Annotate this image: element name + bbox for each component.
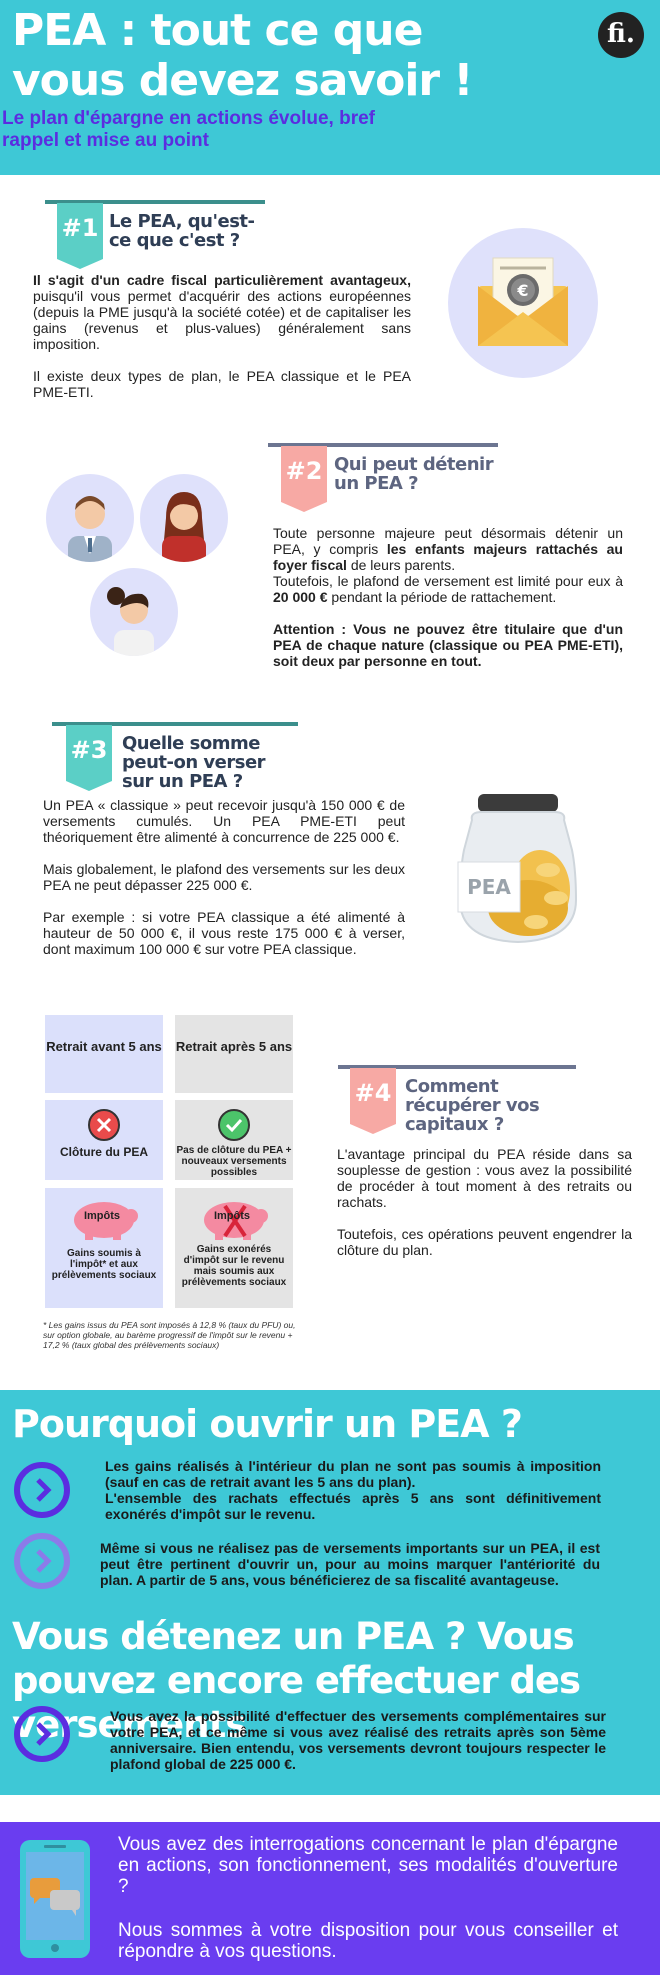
- why-point-2: Même si vous ne réalisez pas de versements importants sur un PEA, il est peut être pertinent d'ouvrir un, pour au moins marquer l'antériorité du plan. A partir de 5 ans, vous bénéficierez de sa fiscalité avantageuse.: [100, 1540, 600, 1588]
- body-text: Toute personne majeure peut désormais détenir un PEA, y compris: [273, 525, 623, 557]
- section-number: #4: [350, 1068, 396, 1124]
- header-retrait-avant: Retrait avant 5 ans: [45, 1015, 163, 1093]
- impots-label: Impôts: [83, 1210, 121, 1222]
- section-heading: Le PEA, qu'est-ce que c'est ?: [109, 211, 255, 251]
- why-section: [0, 1390, 660, 1795]
- why-point-1b: L'ensemble des rachats effectués après 5 ans sont définitivement exonérés d'impôt sur le revenu.: [105, 1490, 601, 1522]
- cross-icon: [87, 1108, 121, 1142]
- woman-avatar-icon: [140, 474, 228, 562]
- footer-contact: Nous sommes à votre disposition pour vous conseiller et répondre à vos questions.: [118, 1920, 618, 1962]
- section-2-title: [268, 443, 498, 513]
- section-3-title: [52, 722, 298, 792]
- body-text: Par exemple : si votre PEA classique a été alimenté à hauteur de 50 000 €, il vous reste 175 000 € à verser, dont maximum 100 000 € sur votre PEA classique.: [43, 909, 405, 957]
- page-title: PEA : tout ce que vous devez savoir !: [12, 5, 473, 106]
- tax-before-cell: [45, 1188, 163, 1308]
- jar-label: PEA: [467, 875, 511, 899]
- section-number: #2: [281, 446, 327, 502]
- versements-title: Vous détenez un PEA ? Vous pouvez encore effectuer des versements: [12, 1615, 581, 1746]
- cloture-cell: [45, 1100, 163, 1180]
- section-1-text: [33, 272, 411, 416]
- warning-text: Attention : Vous ne pouvez être titulaire que d'un PEA de chaque nature (classique ou PEA PME-ETI), soit deux par personne en tout.: [273, 621, 623, 669]
- check-icon: [217, 1108, 251, 1142]
- chevron-right-icon: [14, 1462, 70, 1518]
- no-cloture-cell: [175, 1100, 293, 1180]
- why-point-1: [105, 1458, 601, 1522]
- body-text: Un PEA « classique » peut recevoir jusqu'à 150 000 € de versements cumulés. Un PEA PME-ETI peut théoriquement être alimenté à concurrence de 225 000 €.: [43, 797, 405, 845]
- body-text: de leurs parents.: [346, 557, 456, 573]
- body-text: Mais globalement, le plafond des versements sur les deux PEA ne peut dépasser 225 000 €.: [43, 861, 405, 893]
- piggy-bank-crossed-icon: [199, 1196, 269, 1240]
- section-number: #1: [57, 203, 103, 259]
- bold-text: les enfants majeurs rattachés au foyer fiscal: [273, 541, 623, 573]
- tax-before-label: Gains soumis à l'impôt* et aux prélèvements sociaux: [51, 1248, 157, 1281]
- section-3-text: [43, 797, 405, 973]
- bold-text: 20 000 €: [273, 589, 328, 605]
- body-text: L'avantage principal du PEA réside dans sa souplesse de gestion : vous avez la possibilité de procéder à tout moment à des retraits ou rachats.: [337, 1146, 632, 1210]
- man-avatar-icon: [46, 474, 134, 562]
- piggy-bank-icon: [69, 1196, 139, 1240]
- section-4-title: [338, 1065, 576, 1135]
- why-point-3: Vous avez la possibilité d'effectuer des versements complémentaires sur votre PEA, et ce même si vous avez réalisé des retraits après son 5ème anniversaire. Bien entendu, vos versements devront toujours respecter le plafond global de 225 000 €.: [110, 1708, 606, 1772]
- section-2-text: [273, 525, 623, 685]
- section-heading: Quelle somme peut-on verser sur un PEA ?: [122, 733, 266, 792]
- section-heading: Comment récupérer vos capitaux ?: [405, 1076, 540, 1135]
- body-text: puisqu'il vous permet d'acquérir des actions européennes (depuis la PME jusqu'à la société cotée) et de capitaliser les gains (revenus et plus-values) généralement sans imposition.: [33, 288, 411, 352]
- tax-after-cell: [175, 1188, 293, 1308]
- phone-chat-icon: [20, 1840, 90, 1958]
- section-number: #3: [66, 725, 112, 781]
- why-point-1a: Les gains réalisés à l'intérieur du plan ne sont pas soumis à imposition (sauf en cas de retrait avant les 5 ans du plan).: [105, 1458, 601, 1490]
- svg-text:€: €: [517, 281, 529, 300]
- tax-footnote: * Les gains issus du PEA sont imposés à 12,8 % (taux du PFU) ou, sur option globale, au barème progressif de l'impôt sur le revenu + 17,2 % (taux global des prélèvements sociaux): [43, 1320, 296, 1350]
- girl-avatar-icon: [90, 568, 178, 656]
- header-banner: [0, 0, 660, 175]
- section-4-text: [337, 1146, 632, 1274]
- footer-question: Vous avez des interrogations concernant le plan d'épargne en actions, son fonctionnement, ses modalités d'ouverture ?: [118, 1834, 618, 1897]
- section-heading: Qui peut détenir un PEA ?: [334, 454, 494, 494]
- impots-label: Impôts: [213, 1210, 251, 1222]
- no-cloture-label: Pas de clôture du PEA + nouveaux versements possibles: [176, 1145, 292, 1178]
- brand-logo: fi.: [598, 12, 644, 58]
- cloture-label: Clôture du PEA: [59, 1145, 148, 1159]
- body-text: Il existe deux types de plan, le PEA classique et le PEA PME-ETI.: [33, 368, 411, 400]
- body-text: Toutefois, ces opérations peuvent engendrer la clôture du plan.: [337, 1226, 632, 1258]
- chevron-right-icon: [14, 1533, 70, 1589]
- header-retrait-apres: Retrait après 5 ans: [175, 1015, 293, 1093]
- body-text: Toutefois, le plafond de versement est limité pour eux à: [273, 573, 623, 589]
- envelope-euro-icon: [448, 228, 598, 378]
- page-subtitle: Le plan d'épargne en actions évolue, bref rappel et mise au point: [2, 108, 375, 151]
- chevron-right-icon: [14, 1706, 70, 1762]
- section-1-title: [45, 200, 265, 270]
- why-title: Pourquoi ouvrir un PEA ?: [12, 1402, 522, 1446]
- contact-footer: [0, 1822, 660, 1975]
- coin-jar-icon: [448, 790, 588, 950]
- body-text: pendant la période de rattachement.: [327, 589, 557, 605]
- tax-after-label: Gains exonérés d'impôt sur le revenu mais soumis aux prélèvements sociaux: [181, 1244, 287, 1288]
- bold-text: Il s'agit d'un cadre fiscal particulièrement avantageux,: [33, 272, 411, 288]
- divider-strip: [0, 1795, 660, 1822]
